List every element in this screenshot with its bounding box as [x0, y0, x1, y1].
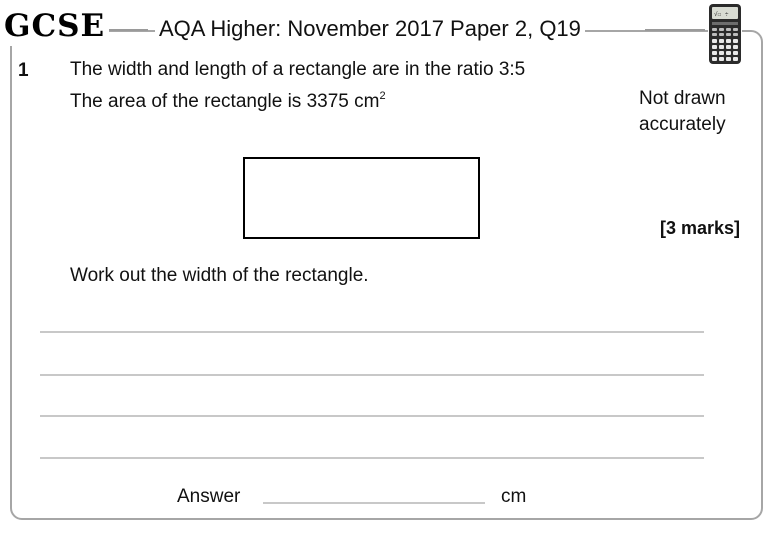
working-line[interactable] — [40, 415, 704, 417]
question-instruction: Work out the width of the rectangle. — [70, 265, 369, 286]
not-drawn-note — [639, 86, 759, 138]
svg-text:√☐ ÷: √☐ ÷ — [714, 11, 729, 18]
working-line[interactable] — [40, 374, 704, 376]
answer-label: Answer — [177, 486, 241, 507]
question-line-area — [70, 84, 386, 114]
header-rule-right — [645, 29, 705, 31]
page-title: AQA Higher: November 2017 Paper 2, Q19 — [155, 14, 585, 44]
answer-unit: cm — [501, 486, 527, 507]
answer-input[interactable] — [263, 488, 485, 504]
note-line-1: Not drawn — [639, 88, 726, 109]
note-line-2: accurately — [639, 114, 726, 135]
working-line[interactable] — [40, 331, 704, 333]
header-rule-left — [104, 29, 148, 31]
gcse-logo: GCSE — [0, 6, 109, 46]
area-text: The area of the rectangle is 3375 cm — [70, 91, 380, 112]
rectangle-diagram — [243, 157, 480, 239]
question-line-ratio: The width and length of a rectangle are in the ratio 3:5 — [70, 59, 526, 80]
working-line[interactable] — [40, 457, 704, 459]
area-unit-exponent: 2 — [379, 90, 386, 102]
question-number: 1 — [18, 60, 29, 81]
calculator-icon — [708, 3, 742, 65]
marks-label: [3 marks] — [660, 218, 741, 238]
